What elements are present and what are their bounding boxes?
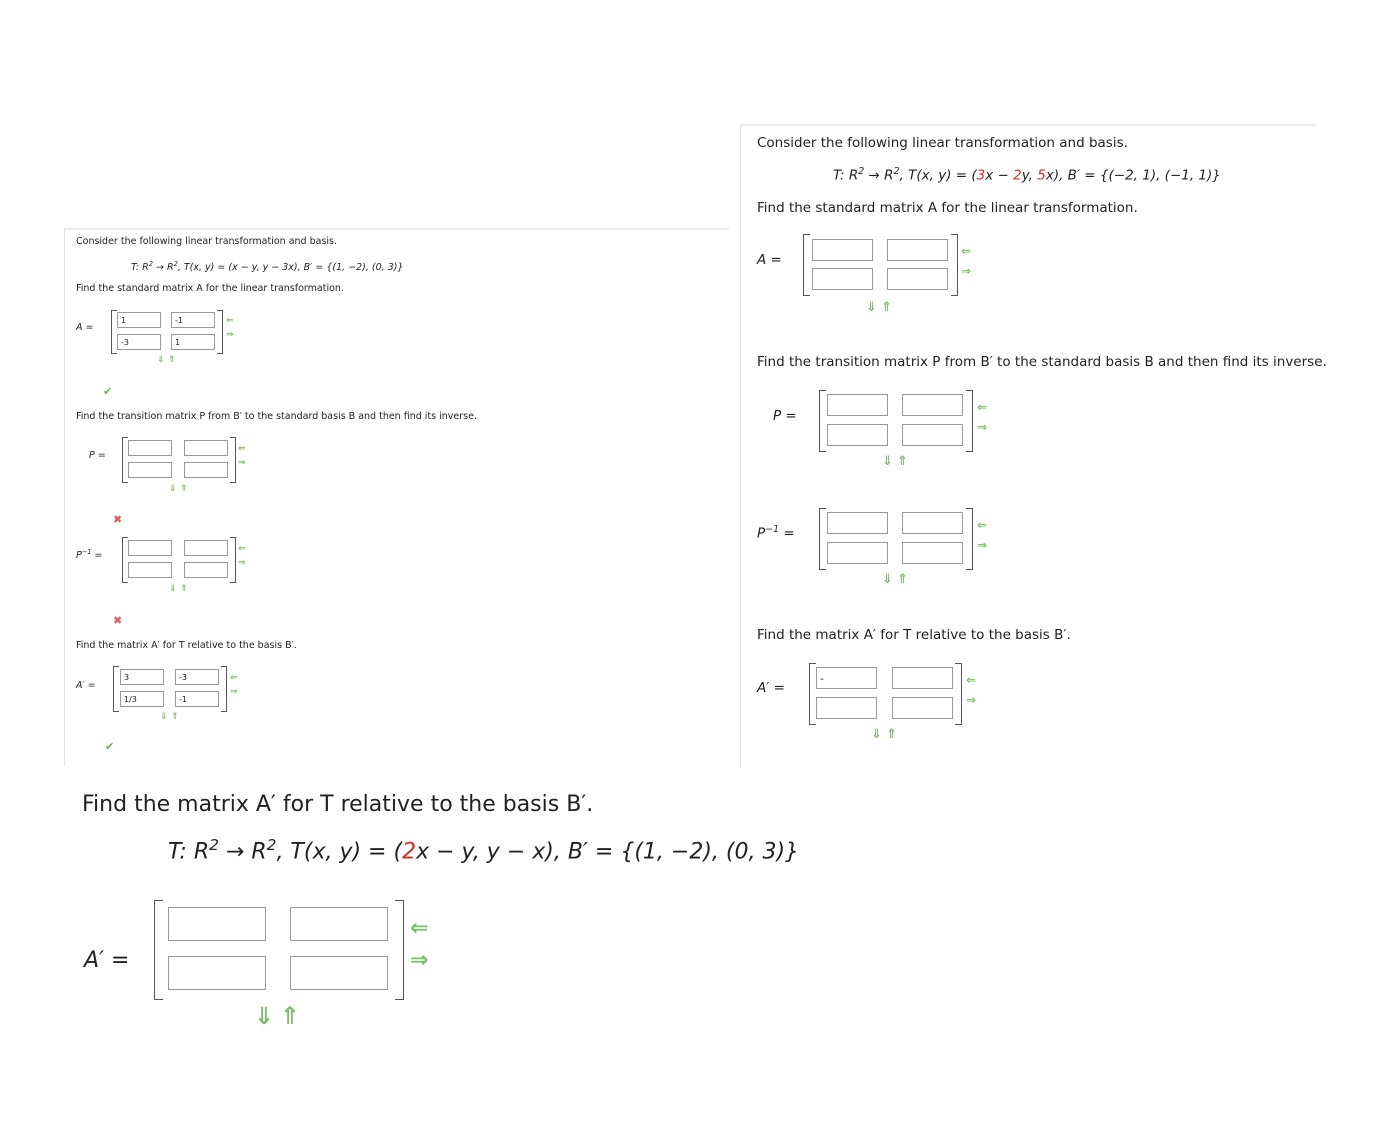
matrix-p-inverse-cell-21[interactable] (827, 542, 888, 564)
add-row-arrow-icon[interactable]: ⇓ (169, 584, 177, 594)
matrix-a-label: A = (76, 322, 94, 333)
add-column-arrow-icon[interactable]: ⇒ (966, 693, 977, 707)
question-standard-matrix: Find the standard matrix A for the linear transformation. (76, 283, 344, 294)
matrix-bracket-right (230, 537, 236, 583)
matrix-a-prime-label: A′ = (757, 680, 785, 696)
matrix-p-cell-22[interactable] (902, 424, 963, 446)
matrix-p-cell-12[interactable] (184, 440, 228, 456)
matrix-a-cell-21[interactable] (812, 268, 873, 290)
delete-column-arrow-icon[interactable]: ⇐ (410, 916, 429, 941)
delete-column-arrow-icon[interactable]: ⇐ (977, 400, 988, 414)
add-row-arrow-icon[interactable]: ⇓ (882, 572, 893, 587)
matrix-p-inverse-label: $P^{-1}$ = (757, 524, 795, 542)
matrix-p-cell-11[interactable] (128, 440, 172, 456)
matrix-p-inverse-label: $P^{-1}$ = (76, 548, 103, 562)
transformation-equation: T: $R^2 \to R^2$, T(x, y) = (2x − y, y − x), B′ = {(1, −2), (0, 3)} (168, 836, 800, 865)
delete-row-arrow-icon[interactable]: ⇑ (881, 300, 892, 315)
delete-column-arrow-icon[interactable]: ⇐ (966, 673, 977, 687)
add-column-arrow-icon[interactable]: ⇒ (230, 687, 238, 697)
add-column-arrow-icon[interactable]: ⇒ (977, 420, 988, 434)
matrix-p-inverse-cell-21[interactable] (128, 562, 172, 578)
add-row-arrow-icon[interactable]: ⇓ (882, 454, 893, 469)
delete-column-arrow-icon[interactable]: ⇐ (238, 544, 246, 554)
delete-column-arrow-icon[interactable]: ⇐ (226, 316, 234, 326)
question-standard-matrix: Find the standard matrix A for the linear transformation. (757, 200, 1138, 216)
matrix-bracket-right (230, 437, 236, 483)
delete-column-arrow-icon[interactable]: ⇐ (961, 244, 972, 258)
matrix-p-cell-11[interactable] (827, 394, 888, 416)
add-column-arrow-icon[interactable]: ⇒ (410, 948, 429, 973)
delete-column-arrow-icon[interactable]: ⇐ (230, 673, 238, 683)
question-transition-matrix: Find the transition matrix P from B′ to the standard basis B and then find its inverse. (76, 411, 477, 422)
add-column-arrow-icon[interactable]: ⇒ (238, 458, 246, 468)
incorrect-x-icon: ✖ (113, 614, 123, 627)
transformation-equation: T: $R^2 \to R^2$, T(x, y) = (x − y, y − 3x), B′ = {(1, −2), (0, 3)} (131, 260, 404, 274)
add-column-arrow-icon[interactable]: ⇒ (961, 264, 972, 278)
matrix-p-inverse-cell-22[interactable] (902, 542, 963, 564)
add-column-arrow-icon[interactable]: ⇒ (977, 538, 988, 552)
add-row-arrow-icon[interactable]: ⇓ (871, 727, 882, 742)
correct-check-icon: ✔ (105, 740, 115, 753)
correct-check-icon: ✔ (103, 385, 113, 398)
matrix-a-prime-cell-12[interactable] (175, 669, 219, 685)
question-matrix-a-prime: Find the matrix A′ for T relative to the basis B′. (82, 792, 594, 817)
delete-row-arrow-icon[interactable]: ⇑ (180, 584, 188, 594)
bottom-question-panel (0, 780, 1386, 1080)
add-column-arrow-icon[interactable]: ⇒ (238, 558, 246, 568)
delete-row-arrow-icon[interactable]: ⇑ (168, 355, 176, 365)
transformation-equation: T: $R^2 \to R^2$, T(x, y) = (3x − 2y, 5x), B′ = {(−2, 1), (−1, 1)} (833, 166, 1221, 184)
add-row-arrow-icon[interactable]: ⇓ (157, 355, 165, 365)
matrix-a-prime-cell-11[interactable] (168, 907, 266, 941)
matrix-a-cell-21[interactable] (117, 334, 161, 350)
add-column-arrow-icon[interactable]: ⇒ (226, 330, 234, 340)
matrix-a-prime-cell-22[interactable] (892, 697, 953, 719)
matrix-a-prime-cell-21[interactable] (816, 697, 877, 719)
add-row-arrow-icon[interactable]: ⇓ (169, 484, 177, 494)
delete-row-arrow-icon[interactable]: ⇑ (280, 1002, 301, 1030)
matrix-a-prime-cell-11[interactable] (120, 669, 164, 685)
matrix-bracket-right (221, 666, 227, 712)
question-matrix-a-prime: Find the matrix A′ for T relative to the basis B′. (76, 640, 297, 651)
matrix-bracket-right (966, 390, 973, 452)
matrix-p-label: P = (89, 450, 106, 461)
delete-row-arrow-icon[interactable]: ⇑ (897, 572, 908, 587)
matrix-bracket-left (809, 663, 816, 725)
matrix-p-inverse-cell-12[interactable] (184, 540, 228, 556)
intro-text: Consider the following linear transformation and basis. (757, 135, 1128, 151)
matrix-a-prime-cell-21[interactable] (168, 956, 266, 990)
matrix-a-prime-cell-21[interactable] (120, 691, 164, 707)
matrix-p-cell-12[interactable] (902, 394, 963, 416)
delete-row-arrow-icon[interactable]: ⇑ (180, 484, 188, 494)
matrix-a-prime-label: A′ = (76, 680, 96, 691)
add-row-arrow-icon[interactable]: ⇓ (160, 712, 168, 722)
add-row-arrow-icon[interactable]: ⇓ (254, 1002, 275, 1030)
matrix-a-cell-22[interactable] (887, 268, 948, 290)
matrix-p-cell-21[interactable] (827, 424, 888, 446)
matrix-bracket-left (819, 508, 826, 570)
matrix-a-prime-cell-22[interactable] (175, 691, 219, 707)
matrix-p-cell-21[interactable] (128, 462, 172, 478)
matrix-a-prime-cell-22[interactable] (290, 956, 388, 990)
delete-column-arrow-icon[interactable]: ⇐ (977, 518, 988, 532)
delete-row-arrow-icon[interactable]: ⇑ (171, 712, 179, 722)
matrix-p-inverse-cell-11[interactable] (827, 512, 888, 534)
matrix-bracket-right (966, 508, 973, 570)
matrix-p-inverse-cell-11[interactable] (128, 540, 172, 556)
left-question-panel (64, 228, 729, 766)
matrix-bracket-right (217, 310, 223, 354)
matrix-a-cell-22[interactable] (171, 334, 215, 350)
right-question-panel (740, 124, 1327, 766)
add-row-arrow-icon[interactable]: ⇓ (866, 300, 877, 315)
matrix-a-cell-12[interactable] (171, 312, 215, 328)
matrix-p-label: P = (773, 408, 797, 424)
incorrect-x-icon: ✖ (113, 513, 123, 526)
matrix-p-inverse-cell-12[interactable] (902, 512, 963, 534)
question-transition-matrix: Find the transition matrix P from B′ to the standard basis B and then find its inverse. (757, 354, 1327, 370)
matrix-a-prime-label: A′ = (84, 948, 130, 973)
matrix-a-prime-cell-12[interactable] (892, 667, 953, 689)
matrix-p-cell-22[interactable] (184, 462, 228, 478)
delete-column-arrow-icon[interactable]: ⇐ (238, 444, 246, 454)
delete-row-arrow-icon[interactable]: ⇑ (886, 727, 897, 742)
matrix-a-label: A = (757, 252, 782, 268)
matrix-a-prime-cell-12[interactable] (290, 907, 388, 941)
matrix-p-inverse-cell-22[interactable] (184, 562, 228, 578)
intro-text: Consider the following linear transformation and basis. (76, 236, 337, 247)
delete-row-arrow-icon[interactable]: ⇑ (897, 454, 908, 469)
matrix-bracket-right (951, 234, 958, 296)
matrix-a-cell-12[interactable] (887, 239, 948, 261)
question-matrix-a-prime: Find the matrix A′ for T relative to the basis B′. (757, 627, 1071, 643)
matrix-bracket-left (803, 234, 810, 296)
matrix-bracket-left (154, 900, 163, 1000)
matrix-bracket-right (395, 900, 404, 1000)
matrix-bracket-right (955, 663, 962, 725)
matrix-a-prime-cell-11[interactable] (816, 667, 877, 689)
matrix-a-cell-11[interactable] (117, 312, 161, 328)
matrix-bracket-left (113, 666, 119, 712)
matrix-bracket-left (819, 390, 826, 452)
matrix-a-cell-11[interactable] (812, 239, 873, 261)
